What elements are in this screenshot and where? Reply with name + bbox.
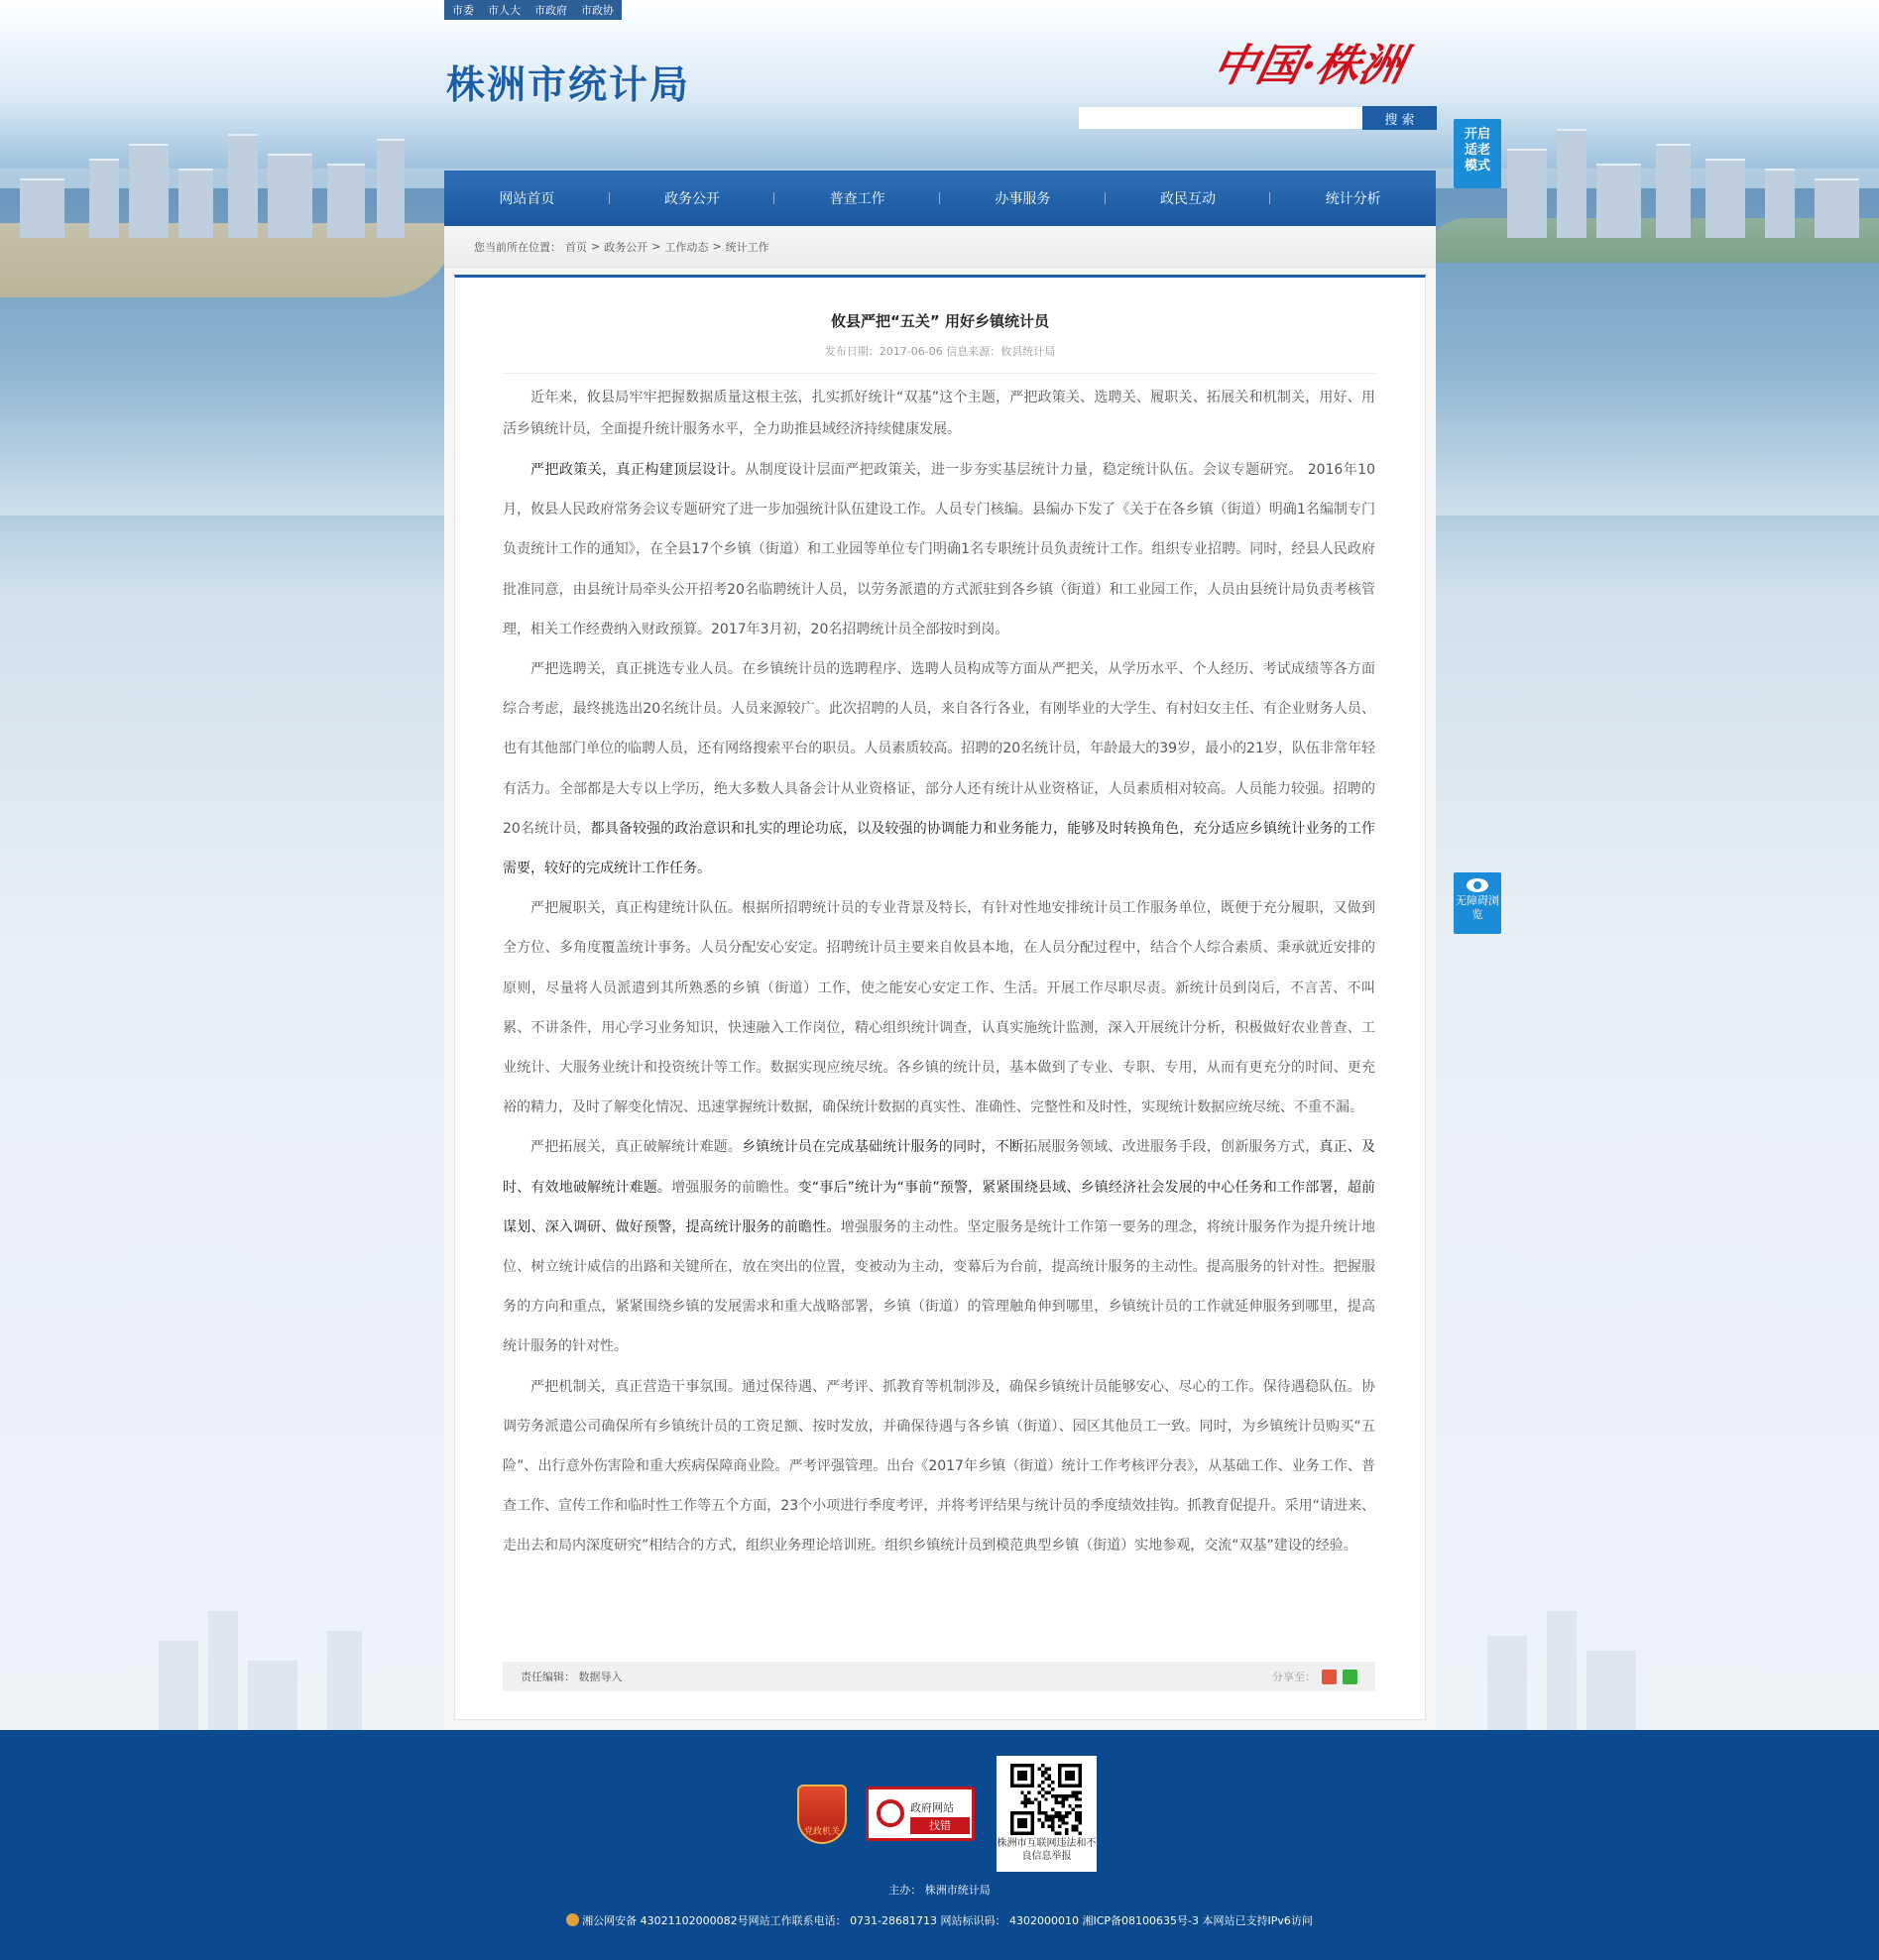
search-button[interactable]: 搜 索 [1362, 106, 1437, 130]
paragraph-expansion [503, 1127, 1375, 1366]
article-footer-bar [503, 1662, 1375, 1691]
nav-statistical-analysis[interactable]: 统计分析 [1325, 191, 1381, 207]
paragraph-policy-text: 从制度设计层面严把政策关，进一步夯实基层统计力量，稳定统计队伍。会议专题研究。 2016年10月，攸县人民政府常务会议专题研究了进一步加强统计队伍建设工作。人员专门核编。县编办下发了《关于在各乡镇（街道）明确1名编制专门负责统计工作的通知》，在全县17个乡镇（街道）和工业园等单位专门明确1名专职统计员负责统计工作。组织专业招聘。同时，经县人民政府批准同意，由县统计局牵头公开招考20名临聘统计人员，以劳务派遣的方式派驻到各乡镇（街道）和工业园工作，人员由县统计局负责考核管理，相关工作经费纳入财政预算。2017年3月初，20名招聘统计员全部按时到岗。 [503, 462, 1375, 637]
paragraph-recruitment-emphasis: 都具备较强的政治意识和扎实的理论功底，以及较强的协调能力和业务能力，能够及时转换角色，充分适应乡镇统计业务的工作需要，较好的完成统计工作任务。 [503, 820, 1375, 877]
report-qr-block[interactable] [997, 1756, 1097, 1872]
article-title: 攸县严把“五关” 用好乡镇统计员 [831, 312, 1049, 330]
site-title[interactable]: 株洲市统计局 [446, 63, 691, 108]
paragraph-mechanism: 严把机制关，真正营造干事氛围。通过保待遇、严考评、抓教育等机制涉及，确保乡镇统计员能够安心、尽心的工作。保待遇稳队伍。协调劳务派遣公司确保所有乡镇统计员的工资足额、按时发放，并确保待遇与各乡镇（街道）、园区其他员工一致。同时，为乡镇统计员购买“五险”、出行意外伤害险和重大疾病保障商业险。严考评强管理。出台《2017年乡镇（街道）统计工作考核评分表》，从基础工作、业务工作、普查工作、宣传工作和临时性工作等五个方面，23个小项进行季度考评，并将考评结果与统计员的季度绩效挂钩。抓教育促提升。采用“请进来、走出去和局内深度研究”相结合的方式，组织业务理论培训班。组织乡镇统计员到模范典型乡镇（街道）实地参观，交流“双基”建设的经验。 [503, 1378, 1375, 1555]
paragraph-policy-lead: 严把政策关，真正构建顶层设计。 [530, 462, 746, 478]
top-links-bar [444, 0, 622, 20]
breadcrumb-separator: > [591, 240, 601, 253]
nav-census[interactable]: 普查工作 [774, 171, 940, 226]
paragraph-expansion-emphasis-3: 变“事后”统计为“事前”预警，紧紧围绕县域、乡镇经济社会发展的中心任务和工作部署，超前谋划、深入调研、做好预警，提高统计服务的前瞻性。 [503, 1179, 1376, 1235]
breadcrumb-item-news[interactable]: 工作动态 [664, 240, 709, 254]
paragraph-expansion-emphasis-2: 真正、及时、有效地破解统计难题。 [503, 1139, 1376, 1196]
brand-logo: 中国·株洲 [1208, 41, 1409, 91]
article-body [503, 383, 1375, 1566]
breadcrumb-item-affairs[interactable]: 政务公开 [604, 240, 648, 254]
share-label: 分享至： [1272, 1671, 1316, 1683]
paragraph-expansion-lead: 严把拓展关，真正破解统计难题。 [530, 1139, 743, 1156]
gov-error-tag: 找错 [910, 1817, 970, 1834]
accessible-browse-button[interactable] [1454, 872, 1501, 934]
paragraph-recruitment-text: 严把选聘关，真正挑选专业人员。在乡镇统计员的选聘程序、选聘人员构成等方面从严把关，从学历水平、个人经历、考试成绩等各方面综合考虑，最终挑选出20名统计员。人员来源较广。此次招聘的人员，来自各行各业，有刚毕业的大学生、有村妇女主任、有企业财务人员、也有其他部门单位的临聘人员，还有网络搜索平台的职员。人员素质较高。招聘的20名统计员，年龄最大的39岁，最小的21岁，队伍非常年轻有活力。全部都是大专以上学历，绝大多数人具备会计从业资格证，部分人还有统计从业资格证，人员素质相对较高。人员能力较强。招聘的20名统计员， [503, 661, 1375, 837]
article-meta: 发布日期：2017-06-06 信息来源：攸县统计局 [824, 345, 1056, 358]
paragraph-expansion-text-2: 增强服务的前瞻性。 [671, 1179, 798, 1196]
breadcrumb-separator: > [712, 240, 722, 253]
paragraph-expansion-text-3: 增强服务的主动性。坚定服务是统计工作第一要务的理念，将统计服务作为提升统计地位、树立统计威信的出路和关键所在，放在突出的位置，变被动为主动，变幕后为台前，提高统计服务的主动性。提高服务的针对性。把握服务的方向和重点，紧紧围绕乡镇的发展需求和重大战略部署，乡镇（街道）的管理触角伸到哪里，乡镇统计员的工作就延伸服务到哪里，提高统计服务的针对性。 [503, 1218, 1376, 1355]
share-area [1272, 1669, 1357, 1684]
gov-error-label: 政府网站 [910, 1801, 954, 1814]
divider [503, 373, 1375, 374]
nav-government-affairs[interactable]: 政务公开 [610, 171, 775, 226]
top-link-npc[interactable]: 市人大 [488, 4, 521, 17]
nav-home[interactable]: 网站首页 [444, 171, 610, 226]
breadcrumb-prefix: 您当前所在位置： [474, 240, 561, 254]
party-government-badge[interactable]: 党政机关 [797, 1785, 847, 1844]
search-input[interactable] [1079, 107, 1362, 129]
wechat-share-icon[interactable] [1343, 1670, 1357, 1684]
paragraph-policy [503, 450, 1375, 649]
main-nav [444, 171, 1436, 226]
editor-label: 责任编辑： 数据导入 [521, 1671, 623, 1683]
top-link-cppcc[interactable]: 市政协 [581, 4, 614, 17]
paragraph-expansion-emphasis-1: 乡镇统计员在完成基础统计服务的同时，不断 [742, 1139, 1024, 1156]
qr-code-icon [1010, 1764, 1082, 1835]
paragraph-duties: 严把履职关，真正构建统计队伍。根据所招聘统计员的专业背景及特长，有针对性地安排统计员工作服务单位，既便于充分履职，又做到全方位、多角度覆盖统计事务。人员分配安心安定。招聘统计员主要来自攸县本地，在人员分配过程中，结合个人综合素质、秉承就近安排的原则，尽量将人员派遣到其所熟悉的乡镇（街道）工作，使之能安心安定工作、生活。开展工作尽职尽责。新统计员到岗后，不言苦、不叫累、不讲条件，用心学习业务知识，快速融入工作岗位，精心组织统计调查，认真实施统计监测，深入开展统计分析，积极做好农业普查、工业统计、大服务业统计和投资统计等工作。数据实现应统尽统。各乡镇的统计员，基本做到了专业、专职、专用，从而有更充分的时间、更充裕的精力，及时了解变化情况、迅速掌握统计数据，确保统计数据的真实性、准确性、完整性和及时性，实现统计数据应统尽统、不重不漏。 [503, 900, 1375, 1116]
record-text: 湘公网安备 43021102000082号网站工作联系电话： 0731-28681713 网站标识码： 4302000010 湘ICP备08100635号-3 本网站已支持IPv6访问 [582, 1914, 1313, 1927]
gov-website-error-report[interactable] [866, 1787, 975, 1841]
breadcrumb-separator: > [651, 240, 661, 253]
paragraph-expansion-text-1: 拓展服务领域、改进服务手段，创新服务方式， [1023, 1139, 1320, 1156]
top-link-government[interactable]: 市政府 [534, 4, 567, 17]
top-link-party-committee[interactable]: 市委 [452, 4, 474, 17]
accessible-browse-label: 无障碍浏览 [1456, 894, 1499, 921]
eye-icon [1467, 878, 1488, 892]
nav-interaction[interactable]: 政民互动 [1106, 171, 1271, 226]
weibo-share-icon[interactable] [1322, 1670, 1337, 1684]
nav-services[interactable]: 办事服务 [940, 171, 1106, 226]
breadcrumb-item-statistics[interactable]: 统计工作 [725, 240, 769, 254]
paragraph-intro: 近年来，攸县局牢牢把握数据质量这根主弦，扎实抓好统计“双基”这个主题，严把政策关、选聘关、履职关、拓展关和机制关，用好、用活乡镇统计员，全面提升统计服务水平，全力助推县域经济持续健康发展。 [503, 390, 1375, 437]
elder-mode-button[interactable]: 开启适老模式 [1454, 119, 1501, 188]
breadcrumb [444, 226, 1436, 268]
qr-label: 株洲市互联网违法和不良信息举报 [997, 1838, 1097, 1862]
article-container [454, 275, 1426, 1720]
magnifier-icon [877, 1799, 904, 1827]
record-info [0, 1912, 1879, 1928]
paragraph-recruitment [503, 649, 1375, 888]
breadcrumb-item-home[interactable]: 首页 [565, 240, 587, 254]
police-badge-icon [566, 1913, 579, 1926]
host-organization: 主办： 株洲市统计局 [888, 1884, 991, 1897]
